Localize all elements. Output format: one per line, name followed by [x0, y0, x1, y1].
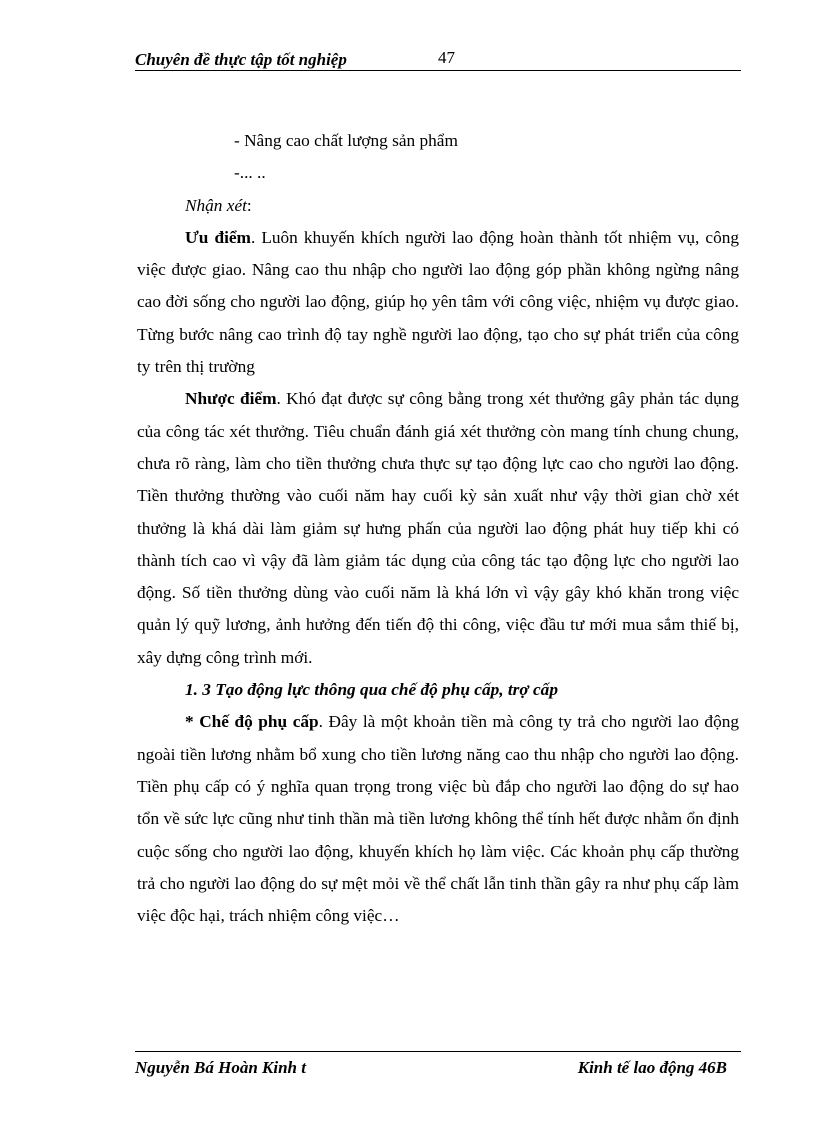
disadvantage-paragraph: [137, 383, 739, 674]
advantage-text: . Luôn khuyến khích người lao động hoàn thành tốt nhiệm vụ, công việc được giao. Nâng cao thu nhập cho người lao động góp phần không ngừng nâng cao đời sống cho người lao động, giúp họ yên tâm với công việc, nhiệm vụ được giao. Từng bước nâng cao trình độ tay nghề người lao động, tạo cho sự phát triển của công ty trên thị trường: [137, 227, 739, 377]
page-header: [135, 48, 741, 71]
advantage-label: Ưu điểm: [185, 227, 251, 247]
page-number: 47: [438, 48, 455, 67]
disadvantage-text: . Khó đạt được sự công bằng trong xét thưởng gây phản tác dụng của công tác xét thưởng. Tiêu chuẩn đánh giá xét thưởng còn mang tính chung chung, chưa rõ ràng, làm cho tiền thưởng chưa thực sự tạo động lực cao cho người lao động. Tiền thưởng thường vào cuối năm hay cuối kỳ sản xuất như vậy thời gian chờ xét thưởng là khá dài làm giảm sự hưng phấn của người lao động phát huy tiếp khi có thành tích cao vì vậy đã làm giảm tác dụng của công tác tạo động lực cho người lao động. Số tiền thưởng dùng vào cuối năm là khá lớn vì vậy gây khó khăn trong việc quản lý quỹ lương, ảnh hưởng đến tiến độ thi công, việc đầu tư mới mua sắm thiế bị, xây dựng công trình mới.: [137, 389, 740, 667]
disadvantage-label: Nhược điểm: [185, 389, 277, 409]
allowance-label: * Chế độ phụ cấp: [185, 712, 319, 732]
header-title: Chuyên đề thực tập tốt nghiệp: [135, 50, 347, 69]
footer-class: Kinh tế lao động 46B: [577, 1058, 727, 1077]
remark-label: Nhận xét: [185, 195, 247, 215]
advantage-paragraph: [137, 222, 739, 383]
footer-author: Nguyễn Bá Hoàn Kinh t: [135, 1058, 306, 1077]
list-item: -... ..: [234, 163, 266, 183]
allowance-text: . Đây là một khoản tiền mà công ty trả cho người lao động ngoài tiền lương nhằm bổ xung cho tiền lương năng cao thu nhập cho người lao động. Tiền phụ cấp có ý nghĩa quan trọng trong việc bù đắp cho người lao động do sự hao tổn về sức lực cũng như tinh thần mà tiền lương không thể tính hết được nhằm ổn định cuộc sống cho người lao động, khuyến khích họ làm việc. Các khoản phụ cấp thường trả cho người lao động do sự mệt mỏi về thể chất lẫn tinh thần gây ra như phụ cấp làm việc độc hại, trách nhiệm công việc…: [137, 712, 739, 926]
document-body: [137, 125, 739, 932]
page-footer: [135, 1051, 741, 1082]
list-item: - Nâng cao chất lượng sản phẩm: [234, 131, 458, 150]
remark-paragraph: [137, 190, 739, 222]
allowance-paragraph: [137, 706, 739, 932]
section-heading: 1. 3 Tạo động lực thông qua chế độ phụ cấp, trợ cấp: [185, 680, 558, 700]
remark-colon: :: [246, 195, 252, 215]
